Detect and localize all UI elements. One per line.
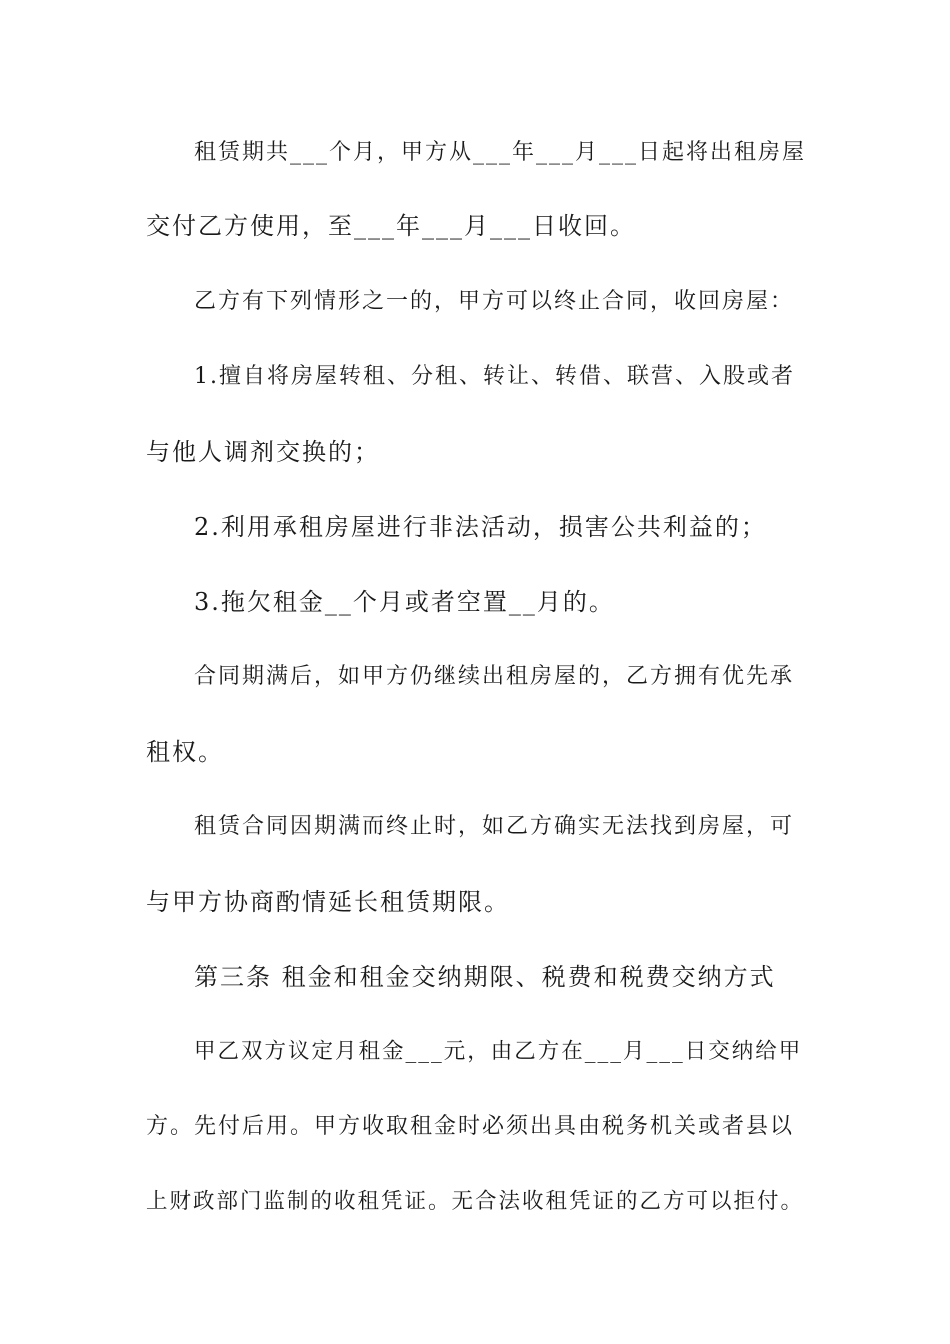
text-line-13: 甲乙双方议定月租金___元，由乙方在___月___日交纳给甲 — [194, 1039, 803, 1064]
text-line-6: 2.利用承租房屋进行非法活动，损害公共利益的； — [194, 513, 767, 541]
text-line-4: 1.擅自将房屋转租、分租、转让、转借、联营、入股或者 — [194, 364, 795, 389]
text-line-8: 合同期满后，如甲方仍继续出租房屋的，乙方拥有优先承 — [194, 664, 795, 689]
text-line-15: 上财政部门监制的收租凭证。无合法收租凭证的乙方可以拒付。 — [146, 1189, 805, 1214]
section-heading: 第三条 租金和租金交纳期限、税费和税费交纳方式 — [194, 963, 776, 991]
text-line-14: 方。先付后用。甲方收取租金时必须出具由税务机关或者县以 — [146, 1114, 795, 1139]
text-line-2: 交付乙方使用，至___年___月___日收回。 — [146, 212, 636, 240]
text-line-11: 与甲方协商酌情延长租赁期限。 — [146, 888, 510, 916]
text-line-7: 3.拖欠租金__个月或者空置__月的。 — [194, 588, 615, 616]
text-line-1: 租赁期共___个月，甲方从___年___月___日起将出租房屋 — [194, 140, 807, 165]
text-line-3: 乙方有下列情形之一的，甲方可以终止合同，收回房屋： — [194, 289, 795, 314]
text-line-5: 与他人调剂交换的； — [146, 438, 380, 466]
text-line-9: 租权。 — [146, 738, 224, 766]
text-line-10: 租赁合同因期满而终止时，如乙方确实无法找到房屋，可 — [194, 814, 795, 839]
